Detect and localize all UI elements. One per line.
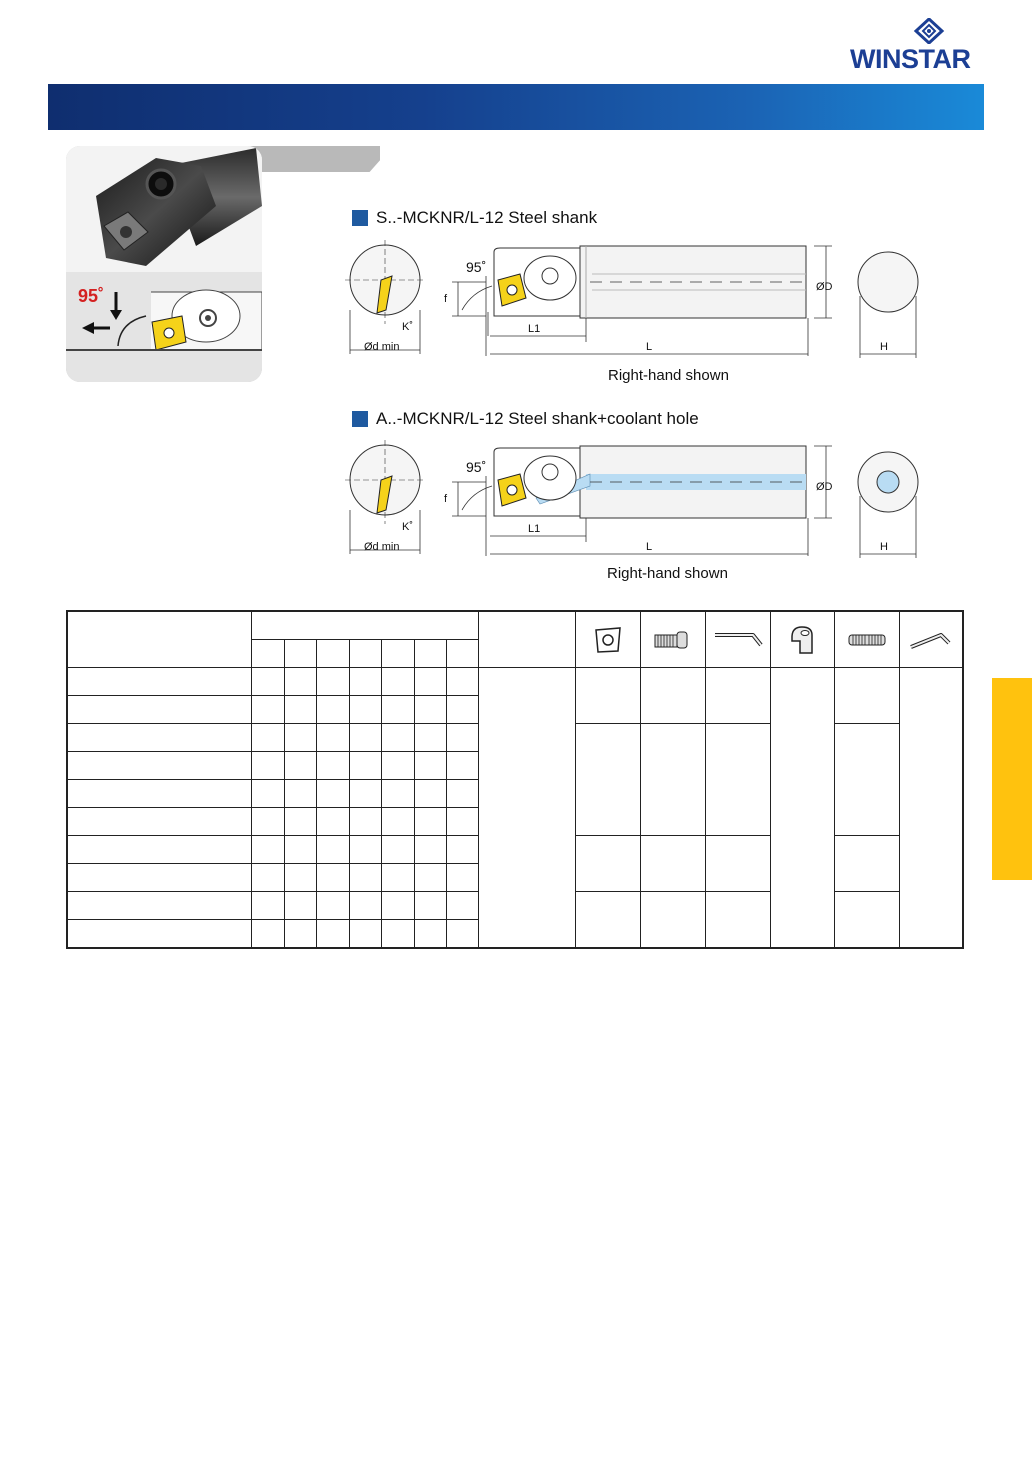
insert-group-cell <box>478 668 575 949</box>
lead-angle-label: 95˚ <box>466 259 487 275</box>
section-steel-header <box>352 208 597 228</box>
accessory-group-cell <box>770 668 834 949</box>
section-marker-icon <box>352 210 368 226</box>
accessory-group-cell <box>899 668 963 949</box>
spec-table <box>66 610 964 949</box>
table-row <box>67 668 963 696</box>
logo-mark-icon <box>912 18 946 44</box>
dim-subheader-cell <box>349 640 381 668</box>
dim-dmin-label: Ød min <box>364 541 400 553</box>
dim-subheader-cell <box>316 640 349 668</box>
accessory-group-cell <box>640 724 705 836</box>
screw-icon <box>847 630 887 650</box>
accessory-group-cell <box>640 892 705 949</box>
header-icon-cell <box>899 611 963 668</box>
section-coolant-title: A..-MCKNR/L-12 Steel shank+coolant hole <box>376 409 699 428</box>
photo-tab-strip <box>250 146 380 172</box>
header-dimensions-cell <box>251 611 478 640</box>
dim-f-label: f <box>444 493 448 505</box>
accessory-group-cell <box>705 892 770 949</box>
steel-shank-drawing <box>340 236 930 364</box>
header-insert-cell <box>478 611 575 668</box>
logo-text: WINSTAR <box>850 44 971 74</box>
product-photo <box>66 146 262 382</box>
product-photo-card <box>66 146 262 382</box>
dim-l1-label: L1 <box>528 323 541 335</box>
feed-angle-label: 95˚ <box>78 286 105 306</box>
lead-angle-label: 95˚ <box>466 459 487 475</box>
coolant-shank-drawing <box>340 436 930 564</box>
dim-subheader-cell <box>251 640 284 668</box>
section-marker-icon <box>352 411 368 427</box>
header-icon-cell <box>705 611 770 668</box>
section-coolant-header <box>352 409 699 429</box>
dim-l-label: L <box>646 541 653 553</box>
dim-k-label: K˚ <box>402 521 413 533</box>
header-icon-cell <box>575 611 640 668</box>
accessory-group-cell <box>705 668 770 724</box>
winstar-logo <box>848 18 988 74</box>
insert-icon <box>593 626 623 654</box>
dim-subheader-cell <box>381 640 414 668</box>
accessory-group-cell <box>575 836 640 892</box>
dim-subheader-cell <box>284 640 316 668</box>
accessory-group-cell <box>640 836 705 892</box>
header-icon-cell <box>770 611 834 668</box>
accessory-group-cell <box>834 724 899 836</box>
shim-pin-icon <box>653 629 693 651</box>
dim-dmin-label: Ød min <box>364 341 400 353</box>
accessory-group-cell <box>705 836 770 892</box>
accessory-group-cell <box>575 668 640 724</box>
coolant-caption: Right-hand shown <box>607 565 728 582</box>
accessory-group-cell <box>575 892 640 949</box>
steel-caption: Right-hand shown <box>608 367 729 384</box>
accessory-group-cell <box>575 724 640 836</box>
dim-subheader-cell <box>446 640 478 668</box>
accessory-group-cell <box>834 836 899 892</box>
dim-h-label: H <box>880 341 888 353</box>
title-banner <box>48 84 984 130</box>
dim-k-label: K˚ <box>402 321 413 333</box>
clamp-icon <box>788 625 816 655</box>
header-icon-cell <box>640 611 705 668</box>
section-side-tab <box>992 678 1032 880</box>
dim-od-label: ØD <box>816 481 833 493</box>
accessory-group-cell <box>640 668 705 724</box>
header-icon-cell <box>834 611 899 668</box>
accessory-group-cell <box>834 668 899 724</box>
accessory-group-cell <box>834 892 899 949</box>
section-steel-title: S..-MCKNR/L-12 Steel shank <box>376 208 598 227</box>
hex-key-icon <box>713 629 763 651</box>
dim-od-label: ØD <box>816 281 833 293</box>
dim-h-label: H <box>880 541 888 553</box>
dim-f-label: f <box>444 293 448 305</box>
dim-l1-label: L1 <box>528 523 541 535</box>
accessory-group-cell <box>705 724 770 836</box>
table-header-row <box>67 611 963 640</box>
dim-l-label: L <box>646 341 653 353</box>
torx-key-icon <box>909 629 953 651</box>
header-model-cell <box>67 611 251 668</box>
dim-subheader-cell <box>414 640 446 668</box>
